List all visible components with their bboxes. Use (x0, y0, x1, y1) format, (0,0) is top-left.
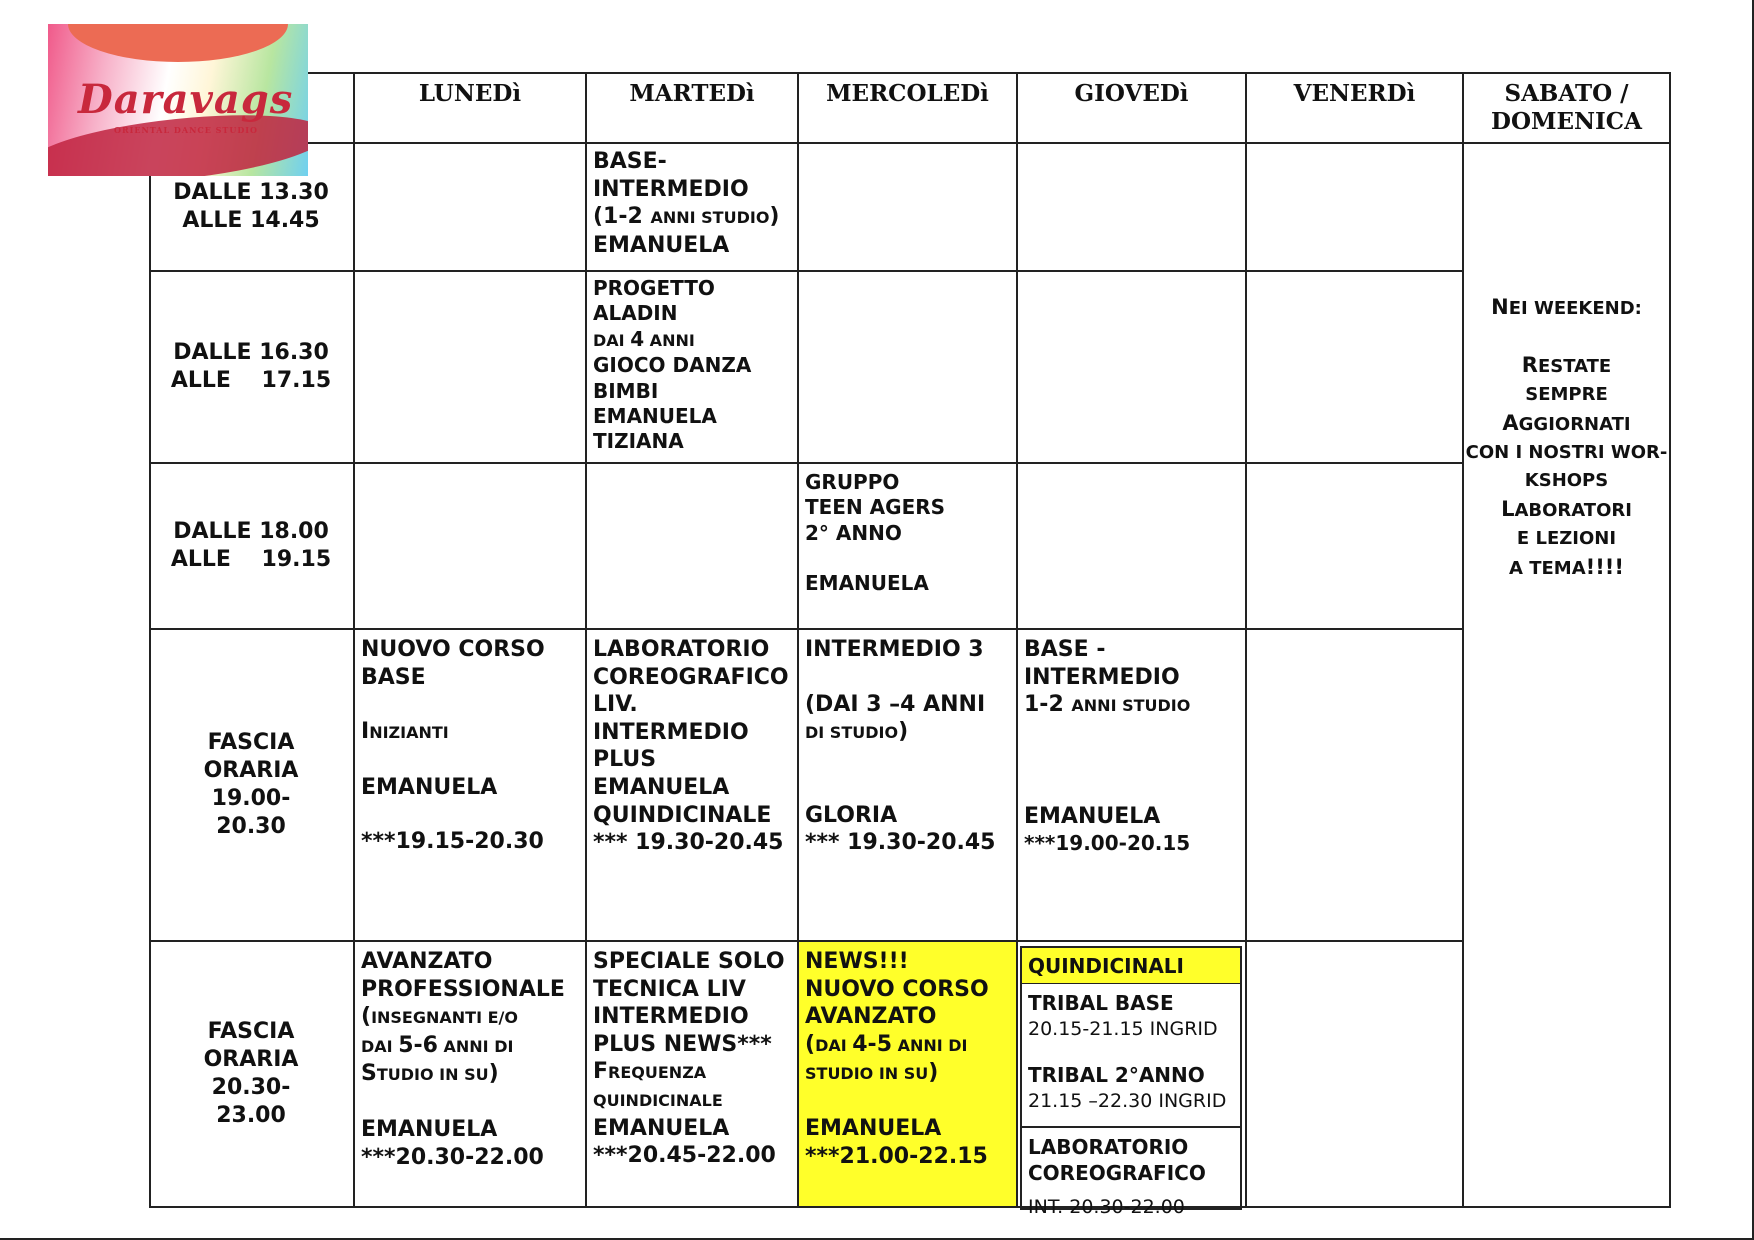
time-slot-line: DALLE 13.30 (173, 180, 329, 205)
class-line: INTERMEDIO (593, 176, 749, 202)
class-line: EMANUELA (361, 1116, 498, 1142)
class-line: AVANZATO (361, 949, 493, 974)
class-line: GRUPPO (805, 470, 900, 494)
laboratorio-block (1022, 1128, 1240, 1218)
tribal-base-block (1022, 984, 1240, 1058)
class-line: (DAI 3 –4 ANNI (805, 691, 986, 717)
class-line: TRIBAL 2°ANNO (1028, 1063, 1205, 1087)
class-line: TRIBAL BASE (1028, 991, 1174, 1015)
class-line: PROGETTO (593, 276, 715, 300)
class-cell-r5-martedi (587, 942, 799, 1208)
class-line: FREQUENZA (593, 1059, 707, 1085)
day-header-mercoledi: MERCOLEDì (799, 72, 1018, 144)
class-line: LABORATORIO (1028, 1135, 1189, 1159)
spacer (1024, 720, 1245, 803)
class-line: EMANUELA (593, 232, 730, 258)
class-line: ALADIN (593, 301, 678, 326)
class-line: EMANUELA (805, 571, 929, 596)
class-line: DI STUDIO) (805, 719, 909, 745)
spacer (805, 546, 1016, 571)
class-line: ***20.30-22.00 (361, 1144, 544, 1170)
time-slot-line: FASCIA (207, 730, 295, 755)
class-cell-r4-lunedi (355, 630, 587, 942)
class-line: STUDIO IN SU) (361, 1061, 499, 1087)
spacer (1464, 323, 1669, 351)
class-line: (1-2 ANNI STUDIO) (593, 204, 780, 230)
logo-name: Daravags (78, 76, 294, 123)
class-cell-r2-martedi (587, 272, 799, 464)
time-slot-2 (149, 272, 355, 464)
class-line: PLUS (593, 747, 657, 773)
empty-cell (1018, 144, 1247, 272)
weekend-header-line2: DOMENICA (1491, 108, 1642, 135)
class-line: ***21.00-22.15 (805, 1143, 988, 1169)
empty-cell (587, 464, 799, 630)
spacer (361, 691, 585, 718)
class-line: EMANUELA (361, 774, 498, 800)
class-line: NUOVO CORSO (361, 637, 545, 662)
weekend-line: A TEMA!!!! (1509, 555, 1624, 579)
day-header-giovedi: GIOVEDì (1018, 72, 1247, 144)
class-line: LIV. (593, 692, 638, 718)
class-time: 20.15-21.15 INGRID (1028, 1018, 1218, 1040)
empty-cell (1018, 464, 1247, 630)
class-line: PLUS NEWS*** (593, 1031, 772, 1057)
class-line: TEEN AGERS (805, 495, 946, 520)
class-line: GIOCO DANZA (593, 353, 752, 378)
quindicinali-box (1020, 946, 1242, 1218)
class-line: INTERMEDIO (593, 719, 749, 745)
empty-cell (1247, 144, 1464, 272)
empty-cell (1247, 464, 1464, 630)
time-slot-line: ORARIA (203, 1047, 299, 1072)
spacer (361, 1089, 585, 1116)
class-line: 2° ANNO (805, 520, 902, 545)
weekend-info-cell (1464, 144, 1671, 1208)
class-line: EMANUELA (1024, 803, 1161, 829)
time-slot-line: ALLE 19.15 (170, 547, 332, 572)
class-line: AVANZATO (805, 1004, 937, 1030)
time-slot-line: 23.00 (216, 1103, 286, 1128)
class-line: ***19.00-20.15 (1024, 831, 1191, 856)
class-line: DAI 5-6 ANNI DI (361, 1032, 514, 1058)
logo-subtitle: ORIENTAL DANCE STUDIO (114, 125, 258, 135)
time-slot-3 (149, 464, 355, 630)
class-line: BASE - (1024, 637, 1106, 662)
class-line: COREOGRAFICO (1028, 1161, 1206, 1185)
empty-cell (355, 272, 587, 464)
logo (48, 24, 308, 176)
class-line: PROFESSIONALE (361, 976, 565, 1002)
weekend-line: LABORATORI (1501, 497, 1632, 521)
time-slot-5 (149, 942, 355, 1208)
day-header-venerdi: VENERDì (1247, 72, 1464, 144)
weekend-line: RESTATE (1521, 353, 1612, 377)
spacer (805, 664, 1016, 691)
empty-cell (355, 464, 587, 630)
empty-cell (1247, 942, 1464, 1208)
day-header-lunedi: LUNEDì (355, 72, 587, 144)
time-slot-line: ALLE 17.15 (170, 368, 332, 393)
empty-cell (1247, 630, 1464, 942)
spacer (805, 747, 1016, 802)
class-line: INTERMEDIO (593, 1004, 749, 1030)
time-slot-4 (149, 630, 355, 942)
class-line: ***19.15-20.30 (361, 829, 544, 855)
time-slot-line: DALLE 18.00 (173, 519, 329, 544)
class-cell-r3-mercoledi (799, 464, 1018, 630)
logo-arch-shape (68, 24, 288, 62)
class-line: 1-2 ANNI STUDIO (1024, 692, 1191, 718)
quindicinali-header: QUINDICINALI (1022, 948, 1240, 984)
time-slot-line: 20.30- (211, 1075, 291, 1100)
class-cell-r1-martedi (587, 144, 799, 272)
class-line: INTERMEDIO 3 (805, 637, 984, 662)
class-line: LABORATORIO (593, 637, 770, 662)
empty-cell (799, 144, 1018, 272)
class-line: QUINDICINALE (593, 1090, 723, 1110)
class-line: EMANUELA (593, 1115, 730, 1141)
weekend-line: KSHOPS (1524, 470, 1609, 491)
empty-cell (1018, 272, 1247, 464)
empty-cell (1247, 272, 1464, 464)
empty-cell (355, 144, 587, 272)
empty-cell (799, 272, 1018, 464)
class-time: INT. 20.30-22.00 (1028, 1196, 1185, 1218)
spacer (805, 1088, 1016, 1115)
class-line: INTERMEDIO (1024, 664, 1180, 690)
time-slot-line: ORARIA (203, 758, 299, 783)
class-time: 21.15 –22.30 INGRID (1028, 1090, 1227, 1112)
time-slot-line: 20.30 (216, 814, 286, 839)
spacer (361, 801, 585, 828)
tribal-2anno-block (1022, 1058, 1240, 1128)
class-line: TIZIANA (593, 429, 684, 454)
time-slot-line: DALLE 16.30 (173, 340, 329, 365)
time-slot-line: ALLE 14.45 (182, 208, 320, 233)
day-header-weekend (1464, 72, 1671, 144)
weekend-line: NEI WEEKEND: (1491, 295, 1642, 319)
class-cell-r5-mercoledi (799, 942, 1018, 1208)
class-line: GLORIA (805, 802, 898, 828)
weekend-line: AGGIORNATI (1502, 411, 1631, 435)
class-cell-r4-giovedi (1018, 630, 1247, 942)
class-line: BIMBI (593, 378, 659, 403)
class-line: ***20.45-22.00 (593, 1143, 776, 1169)
class-line: DAI 4 ANNI (593, 326, 695, 351)
class-line: BASE (361, 664, 426, 690)
class-line: STUDIO IN SU) (805, 1060, 939, 1086)
class-line: *** 19.30-20.45 (593, 830, 784, 856)
class-line: EMANUELA (593, 774, 730, 800)
weekend-line: CON I NOSTRI WOR- (1465, 442, 1668, 463)
weekend-line: E LEZIONI (1516, 528, 1617, 549)
class-line: TECNICA LIV (593, 976, 746, 1002)
class-line: COREOGRAFICO (593, 664, 789, 690)
class-line: BASE- (593, 149, 667, 174)
day-header-martedi: MARTEDì (587, 72, 799, 144)
class-line: NEWS!!! (805, 949, 909, 974)
class-line: EMANUELA (805, 1115, 942, 1141)
schedule-table (149, 72, 1671, 1208)
weekend-line: SEMPRE (1525, 384, 1608, 405)
class-line: (DAI 4-5 ANNI DI (805, 1031, 968, 1057)
class-line: SPECIALE SOLO (593, 949, 785, 974)
class-cell-r4-martedi (587, 630, 799, 942)
class-line: QUINDICINALE (593, 802, 772, 828)
class-line: EMANUELA (593, 404, 717, 429)
class-line: NUOVO CORSO (805, 976, 989, 1002)
class-line: INIZIANTI (361, 719, 449, 745)
spacer (361, 747, 585, 774)
class-line: (INSEGNANTI E/O (361, 1004, 518, 1030)
class-cell-r4-mercoledi (799, 630, 1018, 942)
weekend-header-line1: SABATO / (1504, 80, 1629, 107)
class-line: *** 19.30-20.45 (805, 830, 996, 856)
time-slot-line: 19.00- (211, 786, 291, 811)
time-slot-line: FASCIA (207, 1019, 295, 1044)
class-cell-r5-lunedi (355, 942, 587, 1208)
